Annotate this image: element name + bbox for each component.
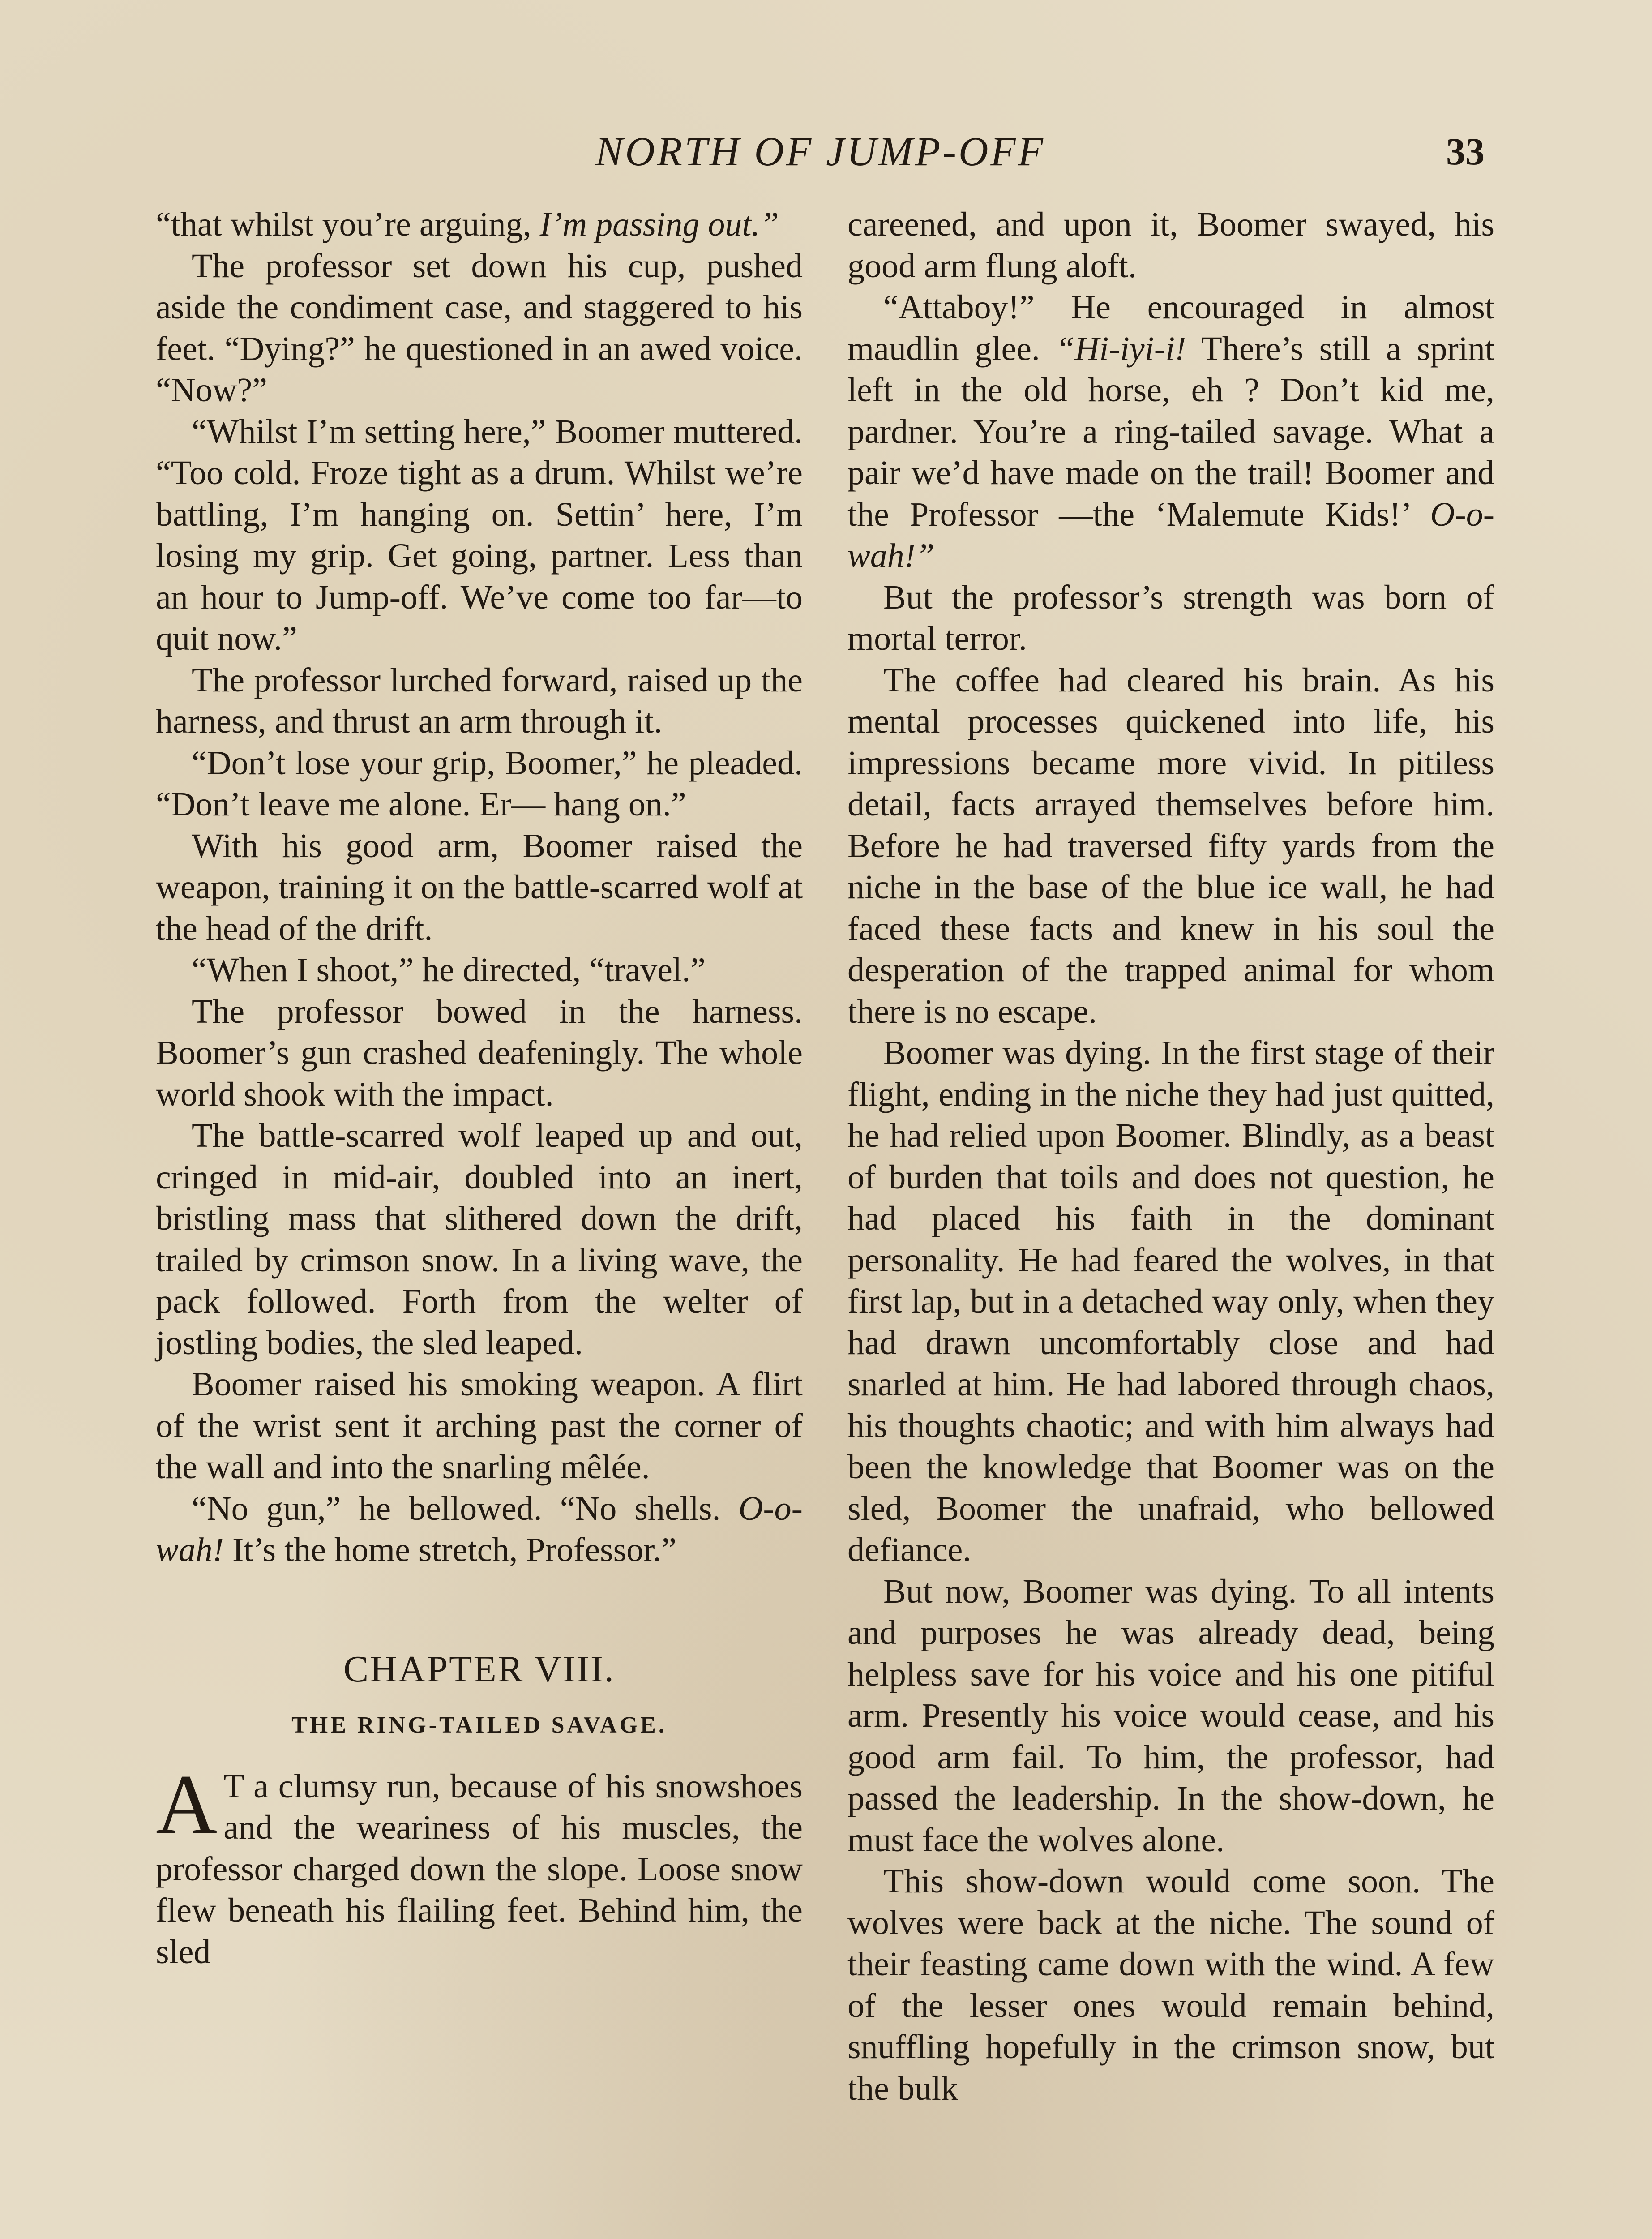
paragraph: “No gun,” he bellowed. “No shells. O-o-wah! It’s the home stretch, Professor.” <box>156 1489 803 1569</box>
chapter-opening-paragraph: A T a clumsy run, because of his snowshoes and the weariness of his muscles, the professor charged down the slope. Loose snow flew beneath his flailing feet. Behind him, the sled <box>156 1757 803 1971</box>
paragraph: “Whilst I’m setting here,” Boomer muttered. “Too cold. Froze tight as a drum. Whilst we’re battling, I’m hanging on. Settin’ here, I’m losing my grip. Get going, partner. Less than an hour to Jump-off. We’ve come too far—to quit now.” <box>156 412 803 657</box>
paragraph: Boomer raised his smoking weapon. A flirt of the wrist sent it arching past the corner of the wall and into the snarling mêlée. <box>156 1365 803 1486</box>
paragraph: But now, Boomer was dying. To all intents and purposes he was already dead, being helpless save for his voice and his one pitiful arm. Presently his voice would cease, and his good arm fail. To him, the professor, had passed the leadership. In the show-down, he must face the wolves alone. <box>847 1572 1494 1859</box>
paragraph: The professor set down his cup, pushed aside the condiment case, and staggered to his feet. “Dying?” he questioned in an awed voice. “Now?” <box>156 247 803 409</box>
chapter-heading: CHAPTER VIII. <box>343 1648 615 1690</box>
paragraph: “Attaboy!” He encouraged in almost maudlin glee. “Hi-iyi-i! There’s still a sprint left in the old horse, eh ? Don’t kid me, pardner. You’re a ring-tailed savage. What a pair we’d have made on the trail! Boomer and the Professor —the ‘Malemute Kids!’ O-o-wah!” <box>847 288 1495 575</box>
paragraph: Boomer was dying. In the first stage of their flight, ending in the niche they had just quitted, he had relied upon Boomer. Blindly, as a beast of burden that toils and does not question, he had placed his faith in the dominant personality. He had feared the wolves, in that first lap, but in a detached way only, when they had drawn uncomfortably close and had snarled at him. He had labored through chaos, his thoughts chaotic; and with him always had been the knowledge that Boomer was on the sled, Boomer the unafraid, who bellowed defiance. <box>847 1034 1494 1569</box>
paragraph: “that whilst you’re arguing, I’m passing out.” <box>156 206 779 243</box>
running-header <box>0 124 1652 178</box>
paragraph: With his good arm, Boomer raised the weapon, training it on the battle-scarred wolf at the head of the drift. <box>156 827 803 948</box>
paragraph: “Don’t lose your grip, Boomer,” he pleaded. “Don’t leave me alone. Er— hang on.” <box>156 744 803 823</box>
paragraph: This show-down would come soon. The wolves were back at the niche. The sound of their feasting came down with the wind. A few of the lesser ones would remain behind, snuffling hopefully in the crimson snow, but the bulk <box>847 1862 1494 2107</box>
page-number: 33 <box>1446 130 1485 173</box>
paragraph: The professor lurched forward, raised up the harness, and thrust an arm through it. <box>156 661 803 740</box>
right-column <box>847 204 1494 2109</box>
left-column <box>156 204 803 1973</box>
paragraph: The battle-scarred wolf leaped up and out, cringed in mid-air, doubled into an inert, bristling mass that slithered down the drift, trailed by crimson snow. In a living wave, the pack followed. Forth from the welter of jostling bodies, the sled leaped. <box>156 1117 803 1362</box>
paragraph: “When I shoot,” he directed, “travel.” <box>192 951 706 989</box>
drop-cap: A <box>156 1757 218 1852</box>
paragraph: The professor bowed in the harness. Boomer’s gun crashed deafeningly. The whole world shook with the impact. <box>156 992 803 1113</box>
chapter-subtitle: THE RING-TAILED SAVAGE. <box>291 1712 667 1738</box>
paragraph: But the professor’s strength was born of mortal terror. <box>847 578 1494 657</box>
paragraph: The coffee had cleared his brain. As his mental processes quickened into life, his impressions became more vivid. In pitiless detail, facts arrayed themselves before him. Before he had traversed fifty yards from the niche in the base of the blue ice wall, he had faced these facts and knew in his soul the desperation of the trapped animal for whom there is no escape. <box>847 661 1494 1030</box>
running-title: NORTH OF JUMP-OFF <box>595 129 1045 174</box>
paragraph: careened, and upon it, Boomer swayed, his good arm flung aloft. <box>847 206 1494 285</box>
